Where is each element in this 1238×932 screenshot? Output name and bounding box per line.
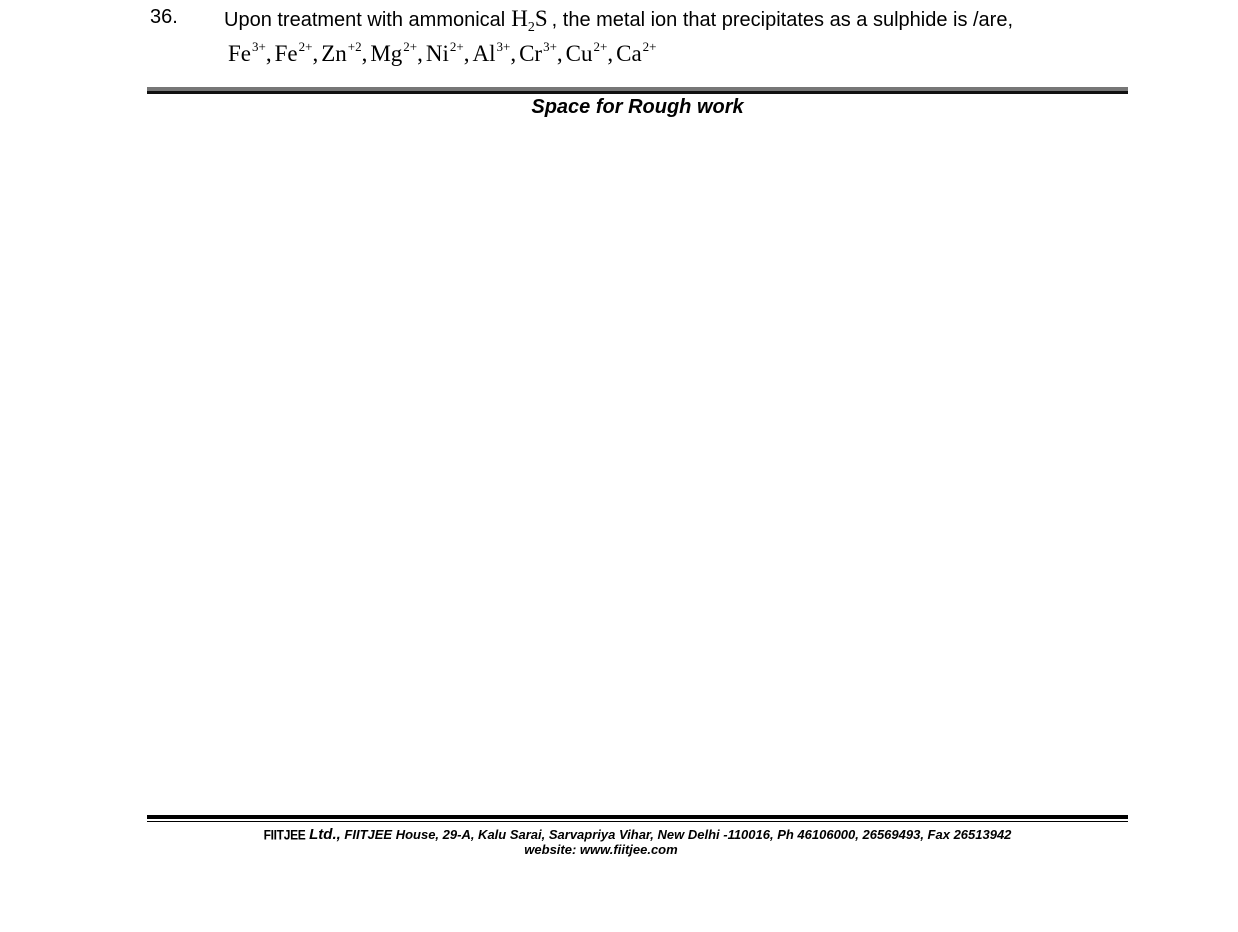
ion-symbol: Ca — [616, 41, 642, 66]
ion-list — [228, 41, 657, 67]
ion-symbol: Zn — [321, 41, 347, 66]
footer-address-line — [147, 826, 1128, 843]
question-text-after: , the metal ion that precipitates as a sulphide is /are, — [551, 9, 1014, 31]
ion-item — [472, 41, 510, 67]
ion-item — [566, 41, 608, 67]
ion-charge: 3+ — [496, 39, 511, 54]
ion-separator: , — [417, 41, 423, 66]
ion-item — [228, 41, 266, 67]
ion-charge: +2 — [347, 39, 362, 54]
footer-address: FIITJEE House, 29-A, Kalu Sarai, Sarvapriya Vihar, New Delhi -110016, Ph 46106000, 26569493, Fax 26513942 — [344, 827, 1012, 842]
ion-charge: 2+ — [403, 39, 418, 54]
reagent-subscript: 2 — [527, 20, 535, 35]
ion-charge: 2+ — [642, 39, 657, 54]
footer-rule-thick — [147, 815, 1128, 819]
ion-symbol: Cr — [519, 41, 543, 66]
ion-separator: , — [556, 41, 563, 66]
footer-ltd: Ltd., — [309, 826, 341, 843]
ion-separator: , — [312, 41, 319, 66]
ion-symbol: Fe — [274, 41, 298, 66]
ion-charge: 2+ — [449, 39, 464, 54]
ion-symbol: Mg — [370, 41, 403, 66]
ion-charge: 2+ — [593, 39, 608, 54]
ion-item — [616, 41, 656, 67]
ion-separator: , — [463, 41, 470, 66]
question-number: 36. — [150, 6, 178, 28]
ion-symbol: Cu — [565, 41, 593, 66]
ion-item — [275, 41, 313, 67]
rough-work-label: Space for Rough work — [531, 96, 744, 118]
question-text-before: Upon treatment with ammonical — [224, 9, 506, 31]
ion-charge: 2+ — [298, 39, 313, 54]
ion-item — [321, 41, 361, 67]
footer-brand: FIITJEE — [263, 826, 306, 844]
ion-symbol: Ni — [425, 41, 449, 66]
footer-rule-thin — [147, 821, 1128, 822]
ion-separator: , — [265, 41, 272, 66]
ion-separator: , — [510, 41, 517, 66]
question-text — [224, 6, 1014, 35]
ion-charge: 3+ — [543, 39, 557, 54]
reagent-base: H — [511, 6, 528, 31]
ion-item — [426, 41, 464, 67]
footer-website: website: www.fiitjee.com — [524, 842, 678, 857]
ion-item — [519, 41, 557, 67]
ion-separator: , — [607, 41, 614, 66]
ion-symbol: Al — [472, 41, 496, 66]
reagent-tail: S — [534, 6, 548, 31]
ion-charge: 3+ — [252, 39, 266, 54]
ion-symbol: Fe — [228, 41, 251, 66]
ion-item — [370, 41, 417, 67]
reagent-formula — [511, 6, 548, 35]
ion-separator: , — [361, 41, 368, 66]
